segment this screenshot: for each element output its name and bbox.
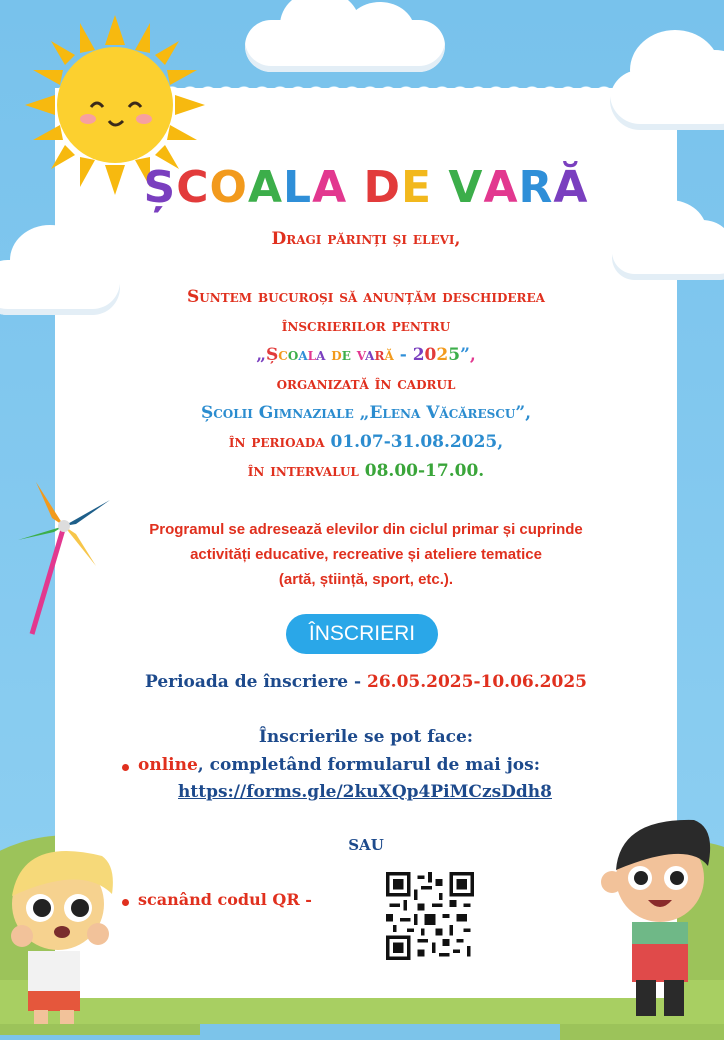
title-letter	[432, 162, 448, 213]
title-letter: O	[209, 162, 248, 213]
child-illustration	[598, 812, 724, 1024]
bullet-icon	[122, 899, 129, 906]
announcement-line: Suntem bucuroși să anunțăm deschiderea	[187, 287, 545, 307]
option-qr: scanând codul QR -	[138, 890, 312, 909]
title-letter: L	[283, 162, 313, 213]
title-letter: Ș	[143, 162, 177, 213]
register-button[interactable]: ÎNSCRIERI	[286, 614, 438, 654]
announcement	[55, 225, 677, 486]
announcement-line: organizată în cadrul	[276, 374, 456, 394]
registration-dates: 26.05.2025-10.06.2025	[367, 672, 587, 692]
or-label: SAU	[348, 836, 384, 854]
poster-title	[55, 162, 677, 213]
cloud-icon	[245, 20, 445, 72]
bullet-icon	[122, 764, 129, 771]
period-line: în perioada 01.07-31.08.2025,	[228, 432, 504, 452]
announcement-line: înscrierilor pentru	[281, 316, 451, 336]
title-letter: A	[312, 162, 348, 213]
hours: 08.00-17.00.	[364, 461, 485, 481]
option-online: online, completând formularul de mai jos:	[138, 755, 540, 775]
program-name: „Școala de vară - 2025”,	[256, 345, 476, 365]
title-letter: C	[176, 162, 210, 213]
registration-period: Perioada de înscriere - 26.05.2025-10.06.2025	[145, 672, 587, 692]
greeting: Dragi părinți și elevi,	[271, 229, 461, 249]
title-letter: Ă	[553, 162, 589, 213]
title-letter: A	[483, 162, 519, 213]
program-description: Programul se adresează elevilor din ciclul primar și cuprinde activități educative, recreative și ateliere tematice (artă, știință, sport, etc.).	[149, 521, 583, 588]
title-letter: V	[448, 162, 484, 213]
title-letter: R	[518, 162, 554, 213]
period-dates: 01.07-31.08.2025,	[330, 432, 504, 452]
how-heading: Înscrierile se pot face:	[258, 727, 474, 747]
title-letter	[347, 162, 363, 213]
title-letter: E	[400, 162, 433, 213]
form-link[interactable]: https://forms.gle/2kuXQp4PiMCzsDdh8	[178, 782, 552, 802]
child-illustration	[0, 826, 120, 1024]
title-letter: D	[363, 162, 401, 213]
title-letter: A	[247, 162, 284, 213]
hours-line: în intervalul 08.00-17.00.	[247, 461, 485, 481]
school-name: Școlii Gimnaziale „Elena Văcărescu”,	[200, 403, 532, 423]
qr-code-icon[interactable]	[386, 872, 474, 960]
cloud-icon	[610, 70, 724, 130]
pinwheel-icon	[14, 478, 114, 638]
